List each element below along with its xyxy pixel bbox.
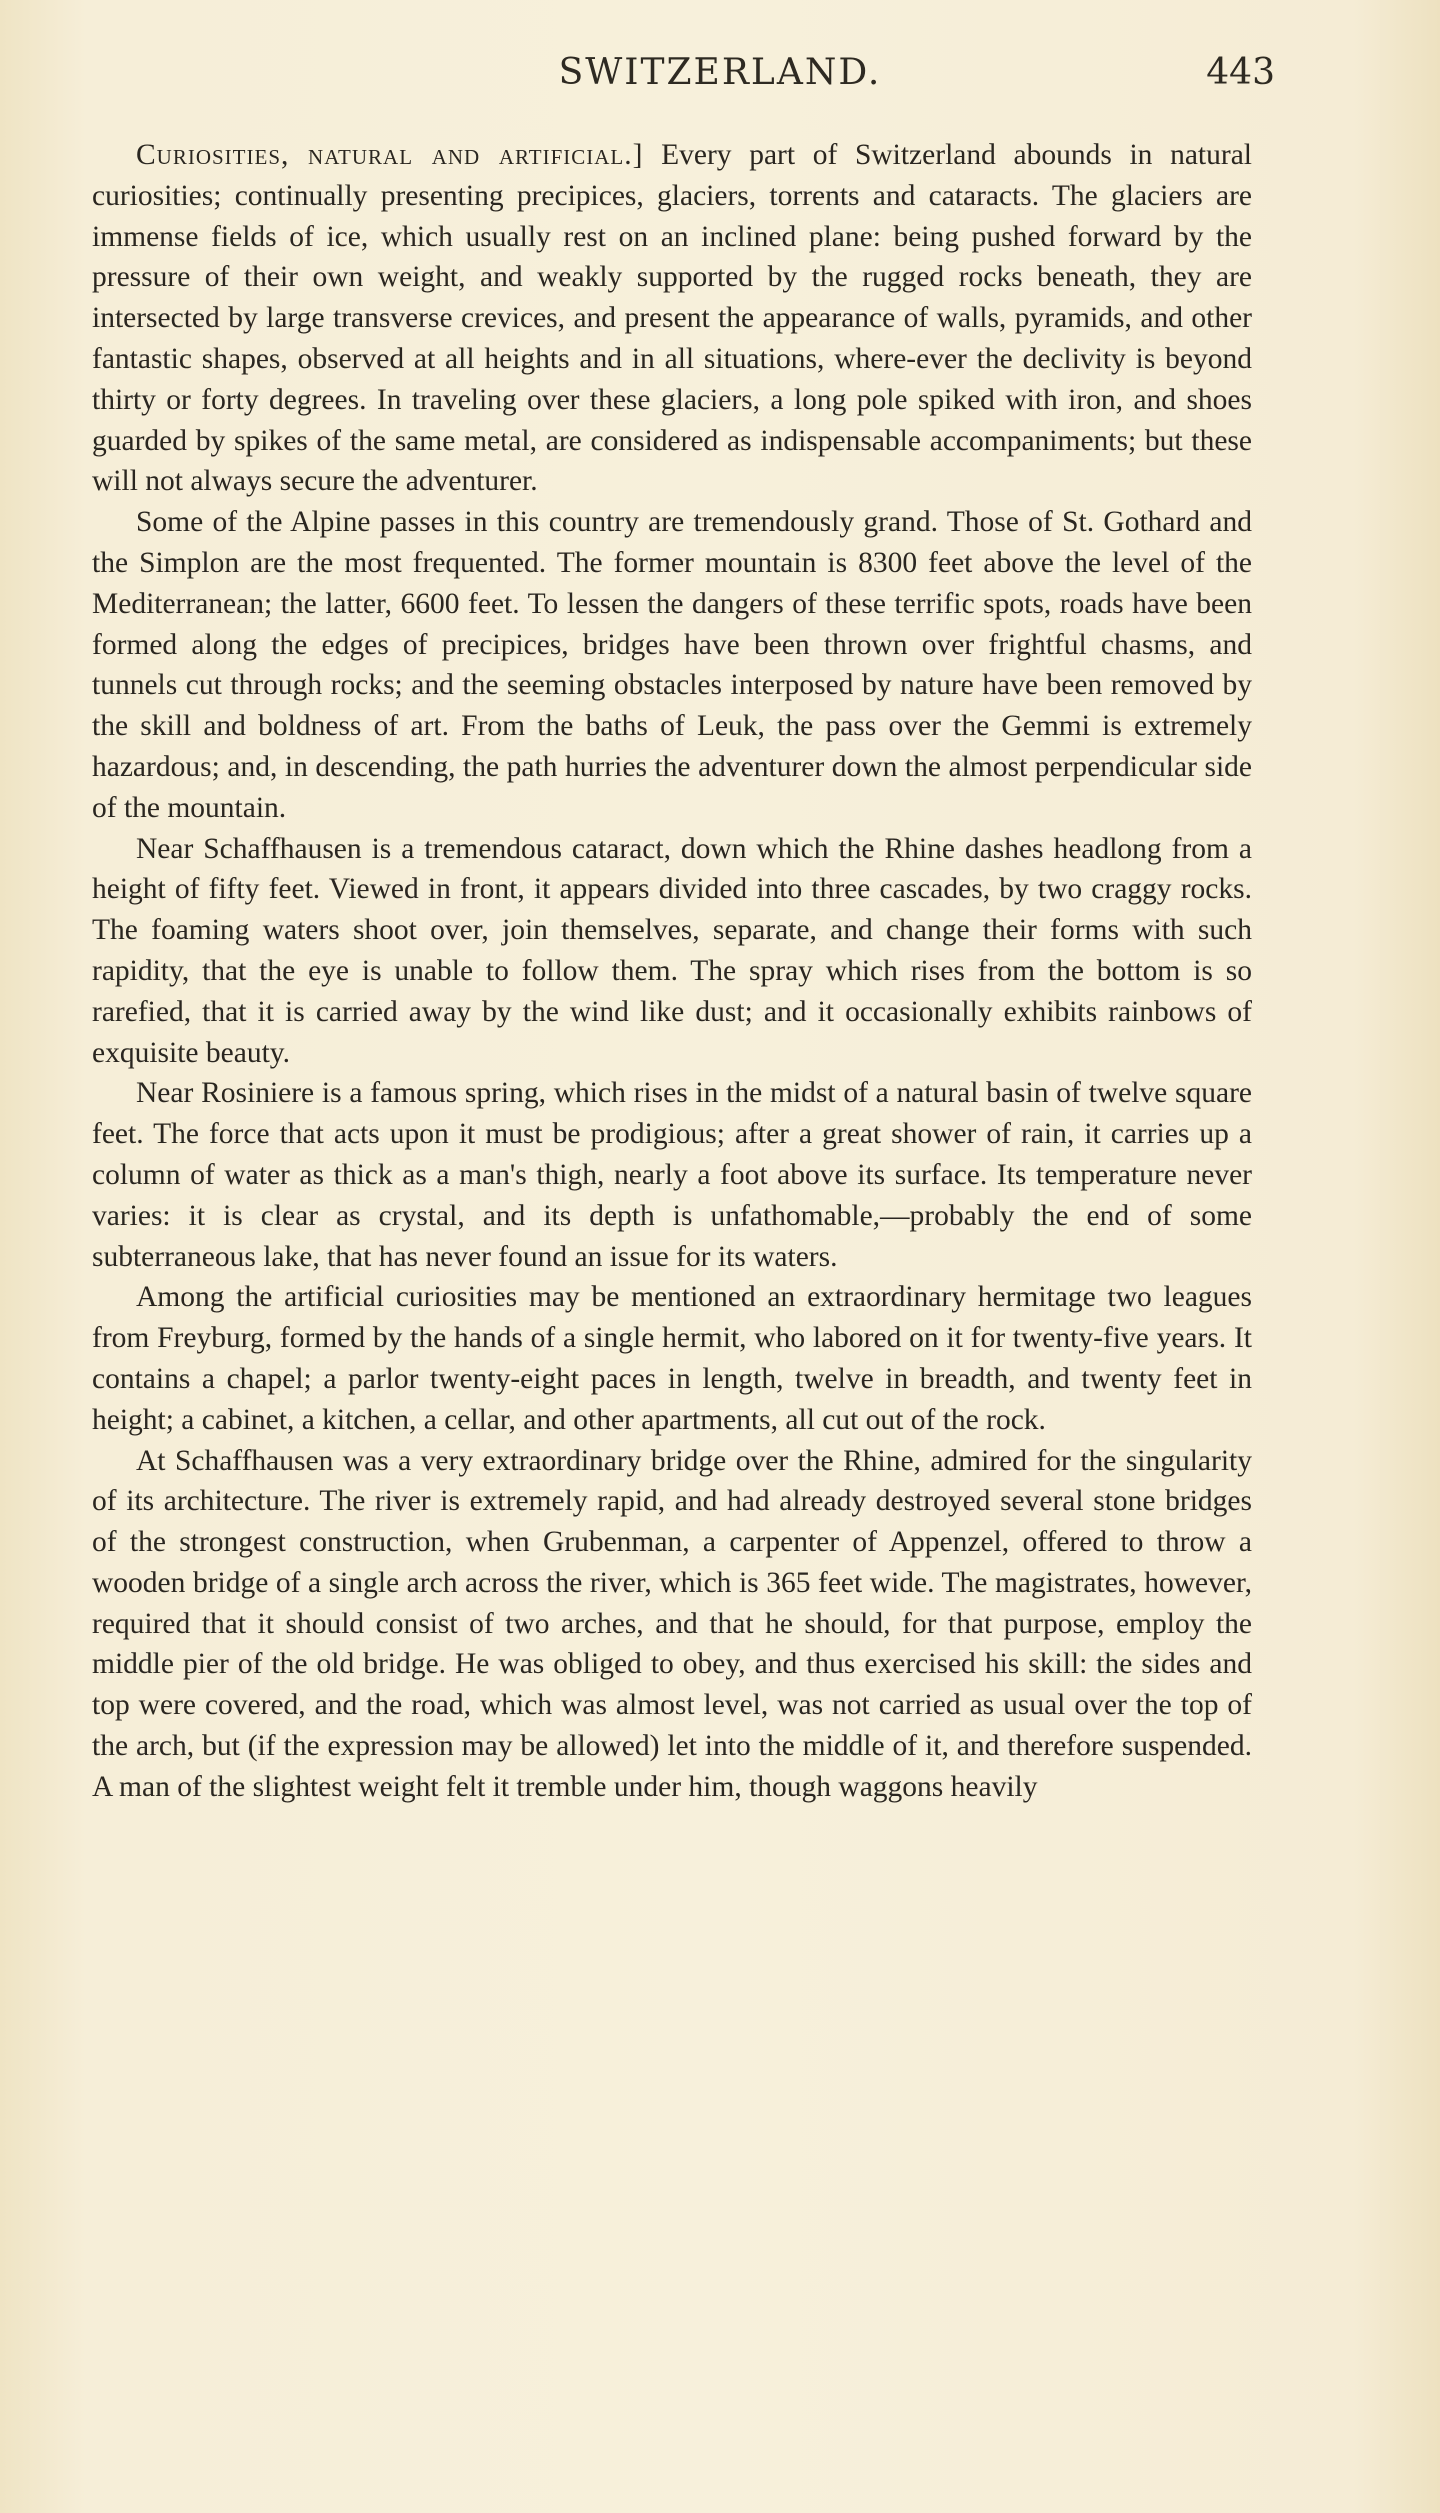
page-number: 443 [1206,52,1275,93]
section-lead-heading: Curiosities, natural and artificial.] [136,139,644,171]
paragraph-text: Every part of Switzerland abounds in natural curiosities; continually presenting precipices, glaciers, torrents and cataracts. The glaciers are immense fields of ice, which usually rest on an inclined plane: being pushed forward by the pressure of their own weight, and weakly supported by the rugged rocks beneath, they are intersected by large transverse crevices, and present the appearance of walls, pyramids, and other fantastic shapes, observed at all heights and in all situations, where-ever the declivity is beyond thirty or forty degrees. In traveling over these glaciers, a long pole spiked with iron, and shoes guarded by spikes of the same metal, are considered as indispensable accompaniments; but these will not always secure the adventurer. [92,139,1252,498]
page-header [0,52,1440,112]
paragraph-alpine-passes: Some of the Alpine passes in this country are tremendously grand. Those of St. Gothard and the Simplon are the most frequented. The former mountain is 8300 feet above the level of the Mediterranean; the latter, 6600 feet. To lessen the dangers of these terrific spots, roads have been formed along the edges of precipices, bridges have been thrown over frightful chasms, and tunnels cut through rocks; and the seeming obstacles interposed by nature have been removed by the skill and boldness of art. From the baths of Leuk, the pass over the Gemmi is extremely hazardous; and, in descending, the path hurries the adventurer down the almost perpendicular side of the mountain. [92,506,1252,824]
paragraph-schaffhausen-bridge: At Schaffhausen was a very extraordinary bridge over the Rhine, admired for the singularity of its architecture. The river is extremely rapid, and had already destroyed several stone bridges of the strongest construction, when Grubenman, a carpenter of Appenzel, offered to throw a wooden bridge of a single arch across the river, which is 365 feet wide. The magistrates, however, required that it should consist of two arches, and that he should, for that purpose, employ the middle pier of the old bridge. He was obliged to obey, and thus exercised his skill: the sides and top were covered, and the road, which was almost level, was not carried as usual over the top of the arch, but (if the expression may be allowed) let into the middle of it, and therefore suspended. A man of the slightest weight felt it tremble under him, though waggons heavily [92,1444,1252,1803]
paragraph-rosiniere-spring: Near Rosiniere is a famous spring, which rises in the midst of a natural basin of twelve square feet. The force that acts upon it must be prodigious; after a great shower of rain, it carries up a column of water as thick as a man's thigh, nearly a foot above its surface. Its temperature never varies: it is clear as crystal, and its depth is unfathomable,—probably the end of some subterraneous lake, that has never found an issue for its waters. [92,1077,1252,1273]
paragraph-hermitage: Among the artificial curiosities may be mentioned an extraordinary hermitage two leagues from Freyburg, formed by the hands of a single hermit, who labored on it for twenty-five years. It contains a chapel; a parlor twenty-eight paces in length, twelve in breadth, and twenty feet in height; a cabinet, a kitchen, a cellar, and other apartments, all cut out of the rock. [92,1281,1252,1436]
body-text [92,135,1252,1808]
running-title: SWITZERLAND. [558,52,882,93]
paragraph-schaffhausen-cataract: Near Schaffhausen is a tremendous cataract, down which the Rhine dashes headlong from a height of fifty feet. Viewed in front, it appears divided into three cascades, by two craggy rocks. The foaming waters shoot over, join themselves, separate, and change their forms with such rapidity, that the eye is unable to follow them. The spray which rises from the bottom is so rarefied, that it is carried away by the wind like dust; and it occasionally exhibits rainbows of exquisite beauty. [92,832,1252,1069]
paragraph-curiosities [92,135,1252,502]
